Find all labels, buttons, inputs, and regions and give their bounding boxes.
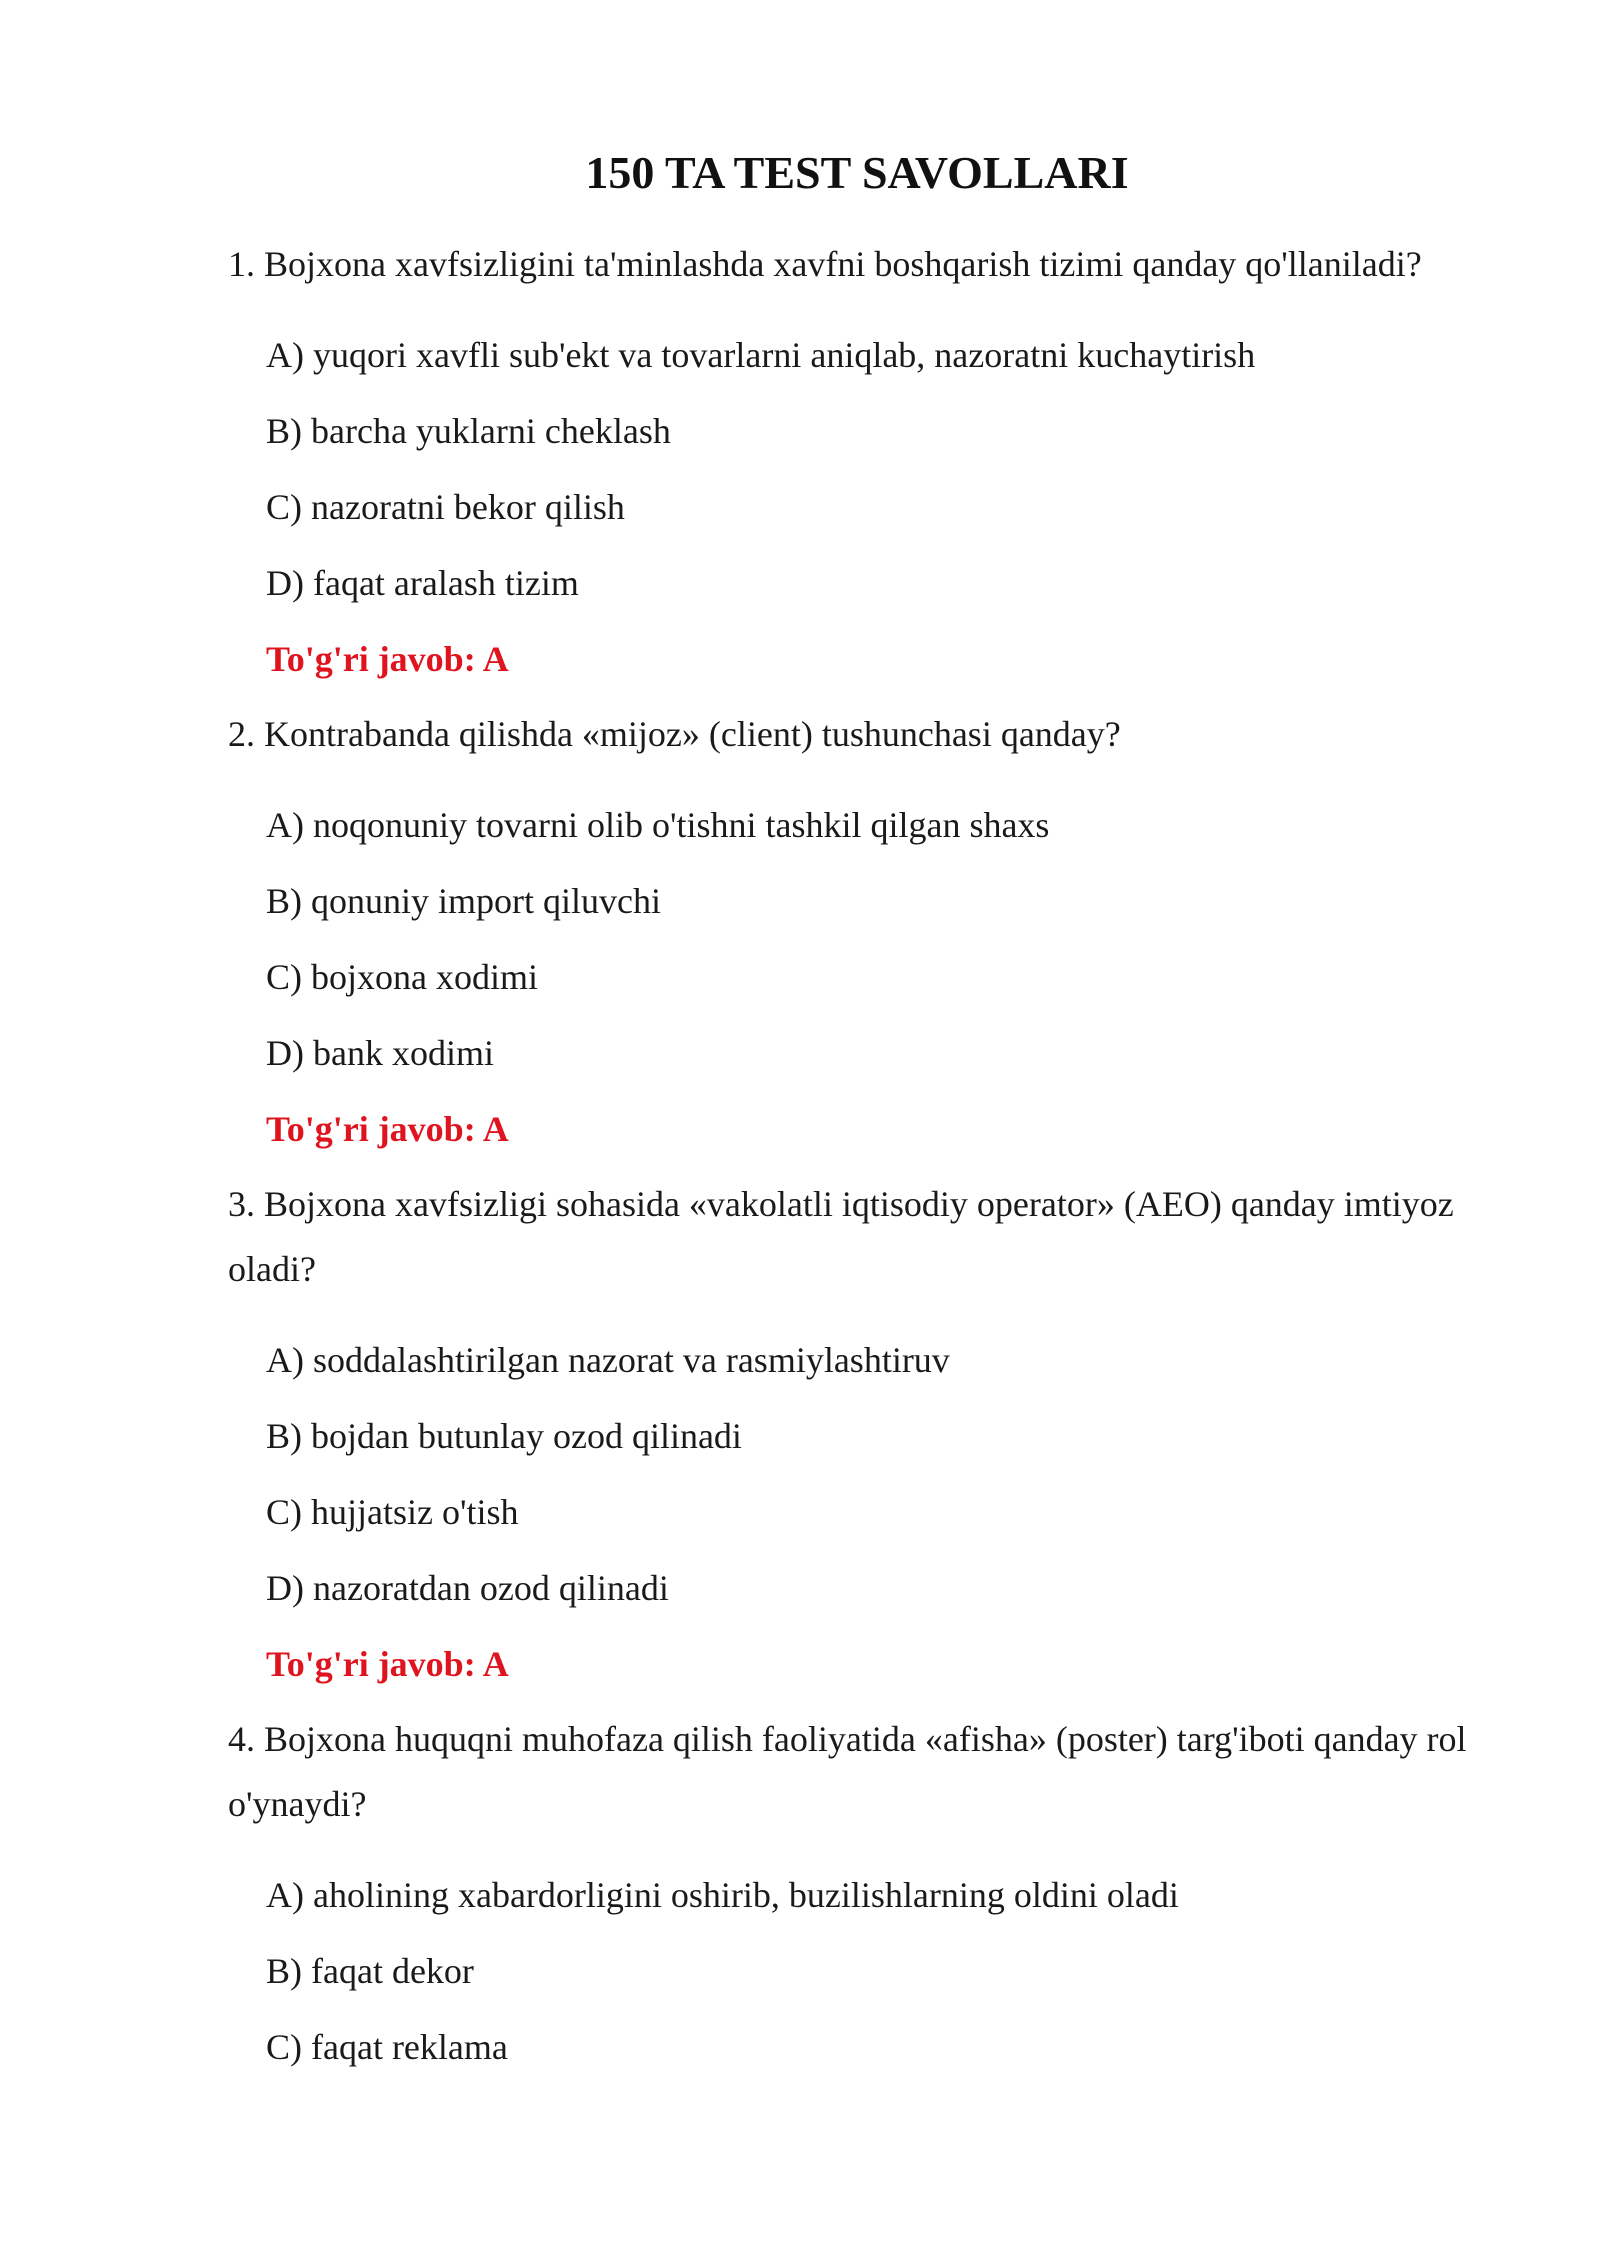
question-3-option-a: A) soddalashtirilgan nazorat va rasmiylashtiruv bbox=[266, 1340, 950, 1380]
question-1-option-a: A) yuqori xavfli sub'ekt va tovarlarni aniqlab, nazoratni kuchaytirish bbox=[266, 335, 1256, 375]
question-3-option-c: C) hujjatsiz o'tish bbox=[266, 1492, 519, 1532]
question-3-answer: To'g'ri javob: A bbox=[266, 1644, 509, 1684]
question-1-option-b: B) barcha yuklarni cheklash bbox=[266, 411, 671, 451]
question-4-option-c: C) faqat reklama bbox=[266, 2027, 508, 2067]
question-2-text: 2. Kontrabanda qilishda «mijoz» (client) tushunchasi qanday? bbox=[228, 714, 1121, 754]
question-2-option-c: C) bojxona xodimi bbox=[266, 957, 538, 997]
question-3-option-d: D) nazoratdan ozod qilinadi bbox=[266, 1568, 669, 1608]
question-1-option-c: C) nazoratni bekor qilish bbox=[266, 487, 625, 527]
question-1-answer: To'g'ri javob: A bbox=[266, 639, 509, 679]
question-2-option-d: D) bank xodimi bbox=[266, 1033, 494, 1073]
question-4-option-a: A) aholining xabardorligini oshirib, buzilishlarning oldini oladi bbox=[266, 1875, 1179, 1915]
question-3-text: 3. Bojxona xavfsizligi sohasida «vakolatli iqtisodiy operator» (AEO) qanday imtiyoz oladi? bbox=[228, 1184, 1454, 1289]
document-title: 150 TA TEST SAVOLLARI bbox=[585, 147, 1129, 198]
question-1-option-d: D) faqat aralash tizim bbox=[266, 563, 579, 603]
question-1-text: 1. Bojxona xavfsizligini ta'minlashda xavfni boshqarish tizimi qanday qo'llaniladi? bbox=[228, 244, 1422, 284]
question-3-option-b: B) bojdan butunlay ozod qilinadi bbox=[266, 1416, 742, 1456]
question-4-text: 4. Bojxona huquqni muhofaza qilish faoliyatida «afisha» (poster) targ'iboti qanday rol o'ynaydi? bbox=[228, 1719, 1467, 1824]
question-2-option-a: A) noqonuniy tovarni olib o'tishni tashkil qilgan shaxs bbox=[266, 805, 1050, 845]
question-2-option-b: B) qonuniy import qiluvchi bbox=[266, 881, 661, 921]
question-4-option-b: B) faqat dekor bbox=[266, 1951, 474, 1991]
question-2-answer: To'g'ri javob: A bbox=[266, 1109, 509, 1149]
